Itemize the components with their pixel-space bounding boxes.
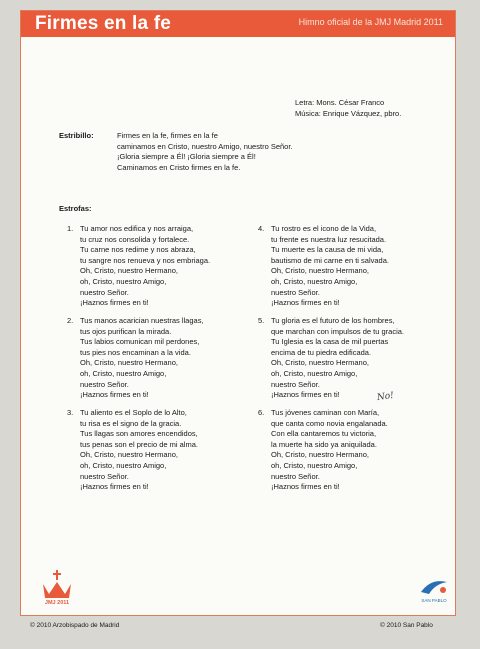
stanza-line: oh, Cristo, nuestro Amigo,	[80, 460, 167, 470]
estribillo-label: Estribillo:	[59, 131, 94, 140]
stanza-line: Tu amor nos edifica y nos arraiga,	[80, 224, 194, 233]
copyright-left: © 2010 Arzobispado de Madrid	[30, 622, 120, 629]
stanza-line: nuestro Señor.	[271, 287, 320, 297]
credit-letra: Letra: Mons. César Franco	[295, 98, 385, 107]
stanza-line: encima de tu piedra edificada.	[271, 347, 372, 357]
stanza-line: tus pies nos encaminan a la vida.	[80, 347, 191, 357]
stanza-line: oh, Cristo, nuestro Amigo,	[271, 460, 358, 470]
stanza-line: nuestro Señor.	[271, 471, 320, 481]
stanza-line: Tu aliento es el Soplo de lo Alto,	[80, 408, 187, 417]
stanza-line: Tus manos acarician nuestras llagas,	[80, 316, 204, 325]
header-bar	[21, 11, 455, 37]
san-pablo-swoosh-icon	[417, 576, 451, 598]
stanza-line: ¡Haznos firmes en ti!	[80, 390, 149, 400]
stanza-line: Oh, Cristo, nuestro Hermano,	[80, 266, 178, 276]
san-pablo-logo	[417, 576, 451, 606]
stanza-line: Tu gloria es el futuro de los hombres,	[271, 316, 395, 325]
stanza-line: Oh, Cristo, nuestro Hermano,	[271, 358, 369, 368]
stanza-number: 1.	[67, 224, 74, 233]
stanza-line: Tus labios comunican mil perdones,	[80, 337, 200, 347]
credits	[295, 97, 401, 119]
stanza-line: tu cruz nos consolida y fortalece.	[80, 234, 190, 244]
stanza-line: nuestro Señor.	[80, 287, 129, 297]
estrofas-label: Estrofas:	[59, 204, 92, 213]
stanza-lines	[271, 316, 404, 404]
jmj-logo-text: JMJ 2011	[44, 600, 70, 606]
stanza-line: bautismo de mi carne en ti salvada.	[271, 255, 389, 265]
estribillo-line: Caminamos en Cristo firmes en la fe.	[117, 162, 241, 172]
stanza-line: nuestro Señor.	[80, 379, 129, 389]
stanza-line: tu frente es nuestra luz resucitada.	[271, 234, 387, 244]
stanza-line: ¡Haznos firmes en ti!	[80, 298, 149, 308]
stanza-line: Con ella cantaremos tu victoria,	[271, 429, 377, 439]
stanza-line: ¡Haznos firmes en ti!	[271, 390, 340, 400]
song-sheet	[20, 10, 456, 616]
stanza-line: nuestro Señor.	[80, 471, 129, 481]
estribillo-line: caminamos en Cristo, nuestro Amigo, nuestro Señor.	[117, 141, 293, 151]
stanza-line: Tu carne nos redime y nos abraza,	[80, 245, 196, 255]
stanza-line: ¡Haznos firmes en ti!	[271, 482, 340, 492]
stanza-number: 5.	[258, 316, 265, 325]
stanza-lines	[271, 224, 389, 309]
stanza-lines	[80, 408, 198, 493]
page-subtitle: Himno oficial de la JMJ Madrid 2011	[298, 17, 443, 27]
estribillo-line: ¡Gloria siempre a Él! ¡Gloria siempre a Él!	[117, 152, 256, 161]
copyright-right: © 2010 San Pablo	[380, 622, 433, 629]
stanza-number: 6.	[258, 408, 265, 417]
jmj-logo	[37, 568, 77, 612]
stanza-line: la muerte ha sido ya aniquilada.	[271, 439, 377, 449]
page-title: Firmes en la fe	[35, 13, 172, 34]
stanza-lines	[271, 408, 388, 493]
stanza-lines	[80, 224, 210, 309]
stanza-number: 2.	[67, 316, 74, 325]
stanza-line: Tu rostro es el icono de la Vida,	[271, 224, 377, 233]
stanza-line: oh, Cristo, nuestro Amigo,	[271, 276, 358, 286]
stanza-line: ¡Haznos firmes en ti!	[271, 298, 340, 308]
crown-cross-icon	[37, 568, 77, 600]
estribillo-line: Firmes en la fe, firmes en la fe	[117, 131, 218, 140]
stanza-line: tus ojos purifican la mirada.	[80, 326, 172, 336]
stanza-lines	[80, 316, 204, 401]
stanza-line: oh, Cristo, nuestro Amigo,	[80, 276, 167, 286]
san-pablo-logo-text: SAN PABLO	[421, 598, 447, 603]
estribillo-text	[117, 131, 293, 173]
handwritten-note: No!	[376, 390, 395, 404]
stanza-line: Oh, Cristo, nuestro Hermano,	[80, 450, 178, 460]
stanza-line: nuestro Señor.	[271, 379, 320, 389]
stanza-line: oh, Cristo, nuestro Amigo,	[80, 368, 167, 378]
stanza-line: que canta como novia engalanada.	[271, 418, 388, 428]
stanza-line: que marchan con impulsos de tu gracia.	[271, 326, 404, 336]
stanza-line: Oh, Cristo, nuestro Hermano,	[271, 450, 369, 460]
credit-musica: Música: Enrique Vázquez, pbro.	[295, 109, 402, 118]
stanza-number: 4.	[258, 224, 265, 233]
stanza-line: ¡Haznos firmes en ti!	[80, 482, 149, 492]
stanza-line: tus penas son el precio de mi alma.	[80, 439, 198, 449]
stanza-line: Tu Iglesia es la casa de mil puertas	[271, 337, 389, 347]
stanza-line: Tus llagas son amores encendidos,	[80, 429, 198, 439]
stanza-line: Oh, Cristo, nuestro Hermano,	[271, 266, 369, 276]
stanza-line: tu risa es el signo de la gracia.	[80, 418, 182, 428]
stanza-line: Oh, Cristo, nuestro Hermano,	[80, 358, 178, 368]
stanza-line: oh, Cristo, nuestro Amigo,	[271, 368, 358, 378]
stanza-number: 3.	[67, 408, 74, 417]
stanza-line: Tu muerte es la causa de mi vida,	[271, 245, 384, 255]
stanza-line: tu sangre nos renueva y nos embriaga.	[80, 255, 211, 265]
stanza-line: Tus jóvenes caminan con María,	[271, 408, 380, 417]
